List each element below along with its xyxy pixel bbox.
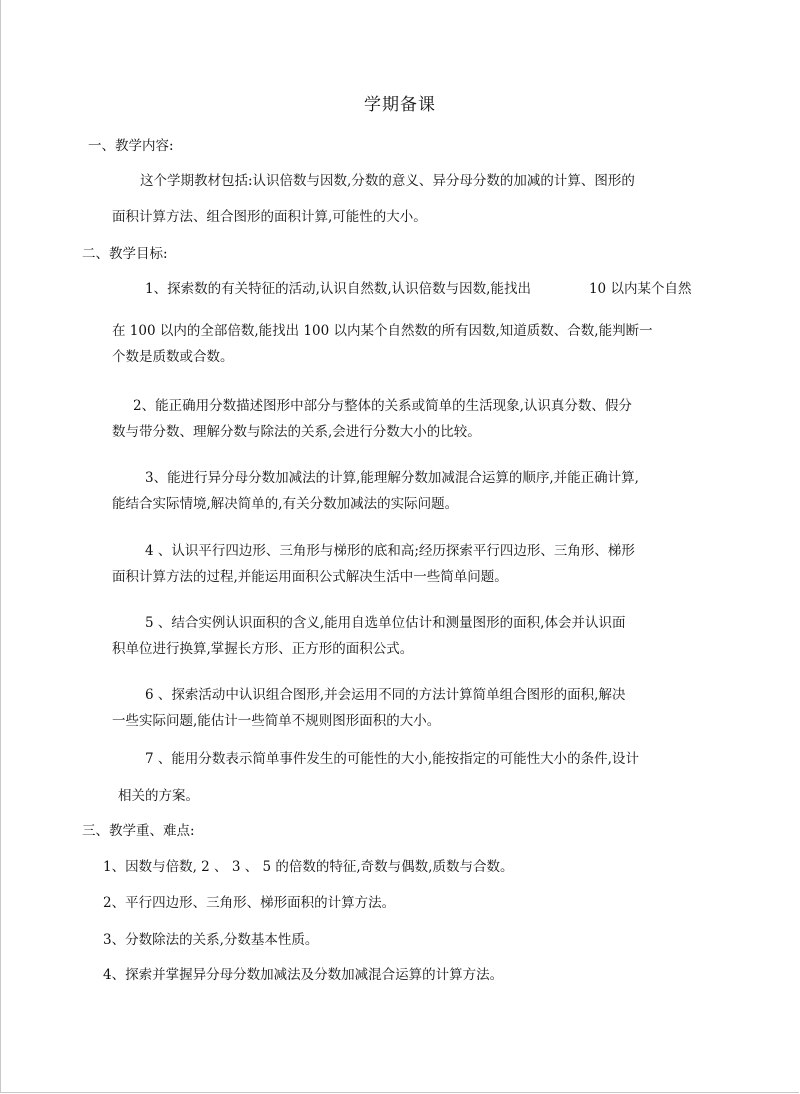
section1-line-1: 这个学期教材包括:认识倍数与因数,分数的意义、异分母分数的加减的计算、图形的 (140, 173, 635, 189)
key-point-4: 4、探索并掌握异分母分数加减法及分数加减混合运算的计算方法。 (103, 967, 504, 983)
section1-line-2: 面积计算方法、组合图形的面积计算,可能性的大小。 (112, 209, 427, 225)
goal5-line-2: 积单位进行换算,掌握长方形、正方形的面积公式。 (112, 641, 414, 657)
goal6-line-1: 6 、探索活动中认识组合图形,并会运用不同的方法计算简单组合图形的面积,解决 (145, 687, 626, 703)
section3-heading: 三、教学重、难点: (82, 823, 195, 839)
goal3-line-1: 3、能进行异分母分数加减法的计算,能理解分数加减混合运算的顺序,并能正确计算, (145, 470, 639, 486)
goal2-line-2: 数与带分数、理解分数与除法的关系,会进行分数大小的比较。 (112, 424, 481, 440)
key-point-3: 3、分数除法的关系,分数基本性质。 (103, 932, 319, 948)
goal4-line-1: 4 、认识平行四边形、三角形与梯形的底和高;经历探索平行四边形、三角形、梯形 (145, 543, 635, 559)
goal5-line-1: 5 、结合实例认识面积的含义,能用自选单位估计和测量图形的面积,体会并认识面 (145, 615, 626, 631)
key-point-2: 2、平行四边形、三角形、梯形面积的计算方法。 (103, 895, 396, 911)
page-title: 学期备课 (364, 95, 436, 115)
goal1-line-2: 在 100 以内的全部倍数,能找出 100 以内某个自然数的所有因数,知道质数、合数,能判断一 (112, 323, 653, 339)
goal3-line-2: 能结合实际情境,解决简单的,有关分数加减法的实际问题。 (112, 496, 459, 512)
goal2-line-1: 2、能正确用分数描述图形中部分与整体的关系或简单的生活现象,认识真分数、假分 (133, 398, 632, 414)
goal4-line-2: 面积计算方法的过程,并能运用面积公式解决生活中一些简单问题。 (112, 569, 508, 585)
goal7-line-1: 7 、能用分数表示简单事件发生的可能性的大小,能按指定的可能性大小的条件,设计 (145, 751, 639, 767)
key-point-1: 1、因数与倍数, 2 、 3 、 5 的倍数的特征,奇数与偶数,质数与合数。 (103, 859, 514, 875)
goal1-line-3: 个数是质数或合数。 (112, 349, 234, 365)
goal7-line-2: 相关的方案。 (118, 788, 199, 804)
goal1-part-b: 10 以内某个自然 (588, 281, 692, 297)
goal1-line-1 (145, 280, 691, 298)
section1-heading: 一、教学内容: (88, 138, 174, 154)
goal6-line-2: 一些实际问题,能估计一些简单不规则图形面积的大小。 (112, 713, 441, 729)
section2-heading: 二、教学目标: (82, 246, 168, 262)
goal1-part-a: 1、探索数的有关特征的活动,认识自然数,认识倍数与因数,能找出 (145, 281, 531, 297)
